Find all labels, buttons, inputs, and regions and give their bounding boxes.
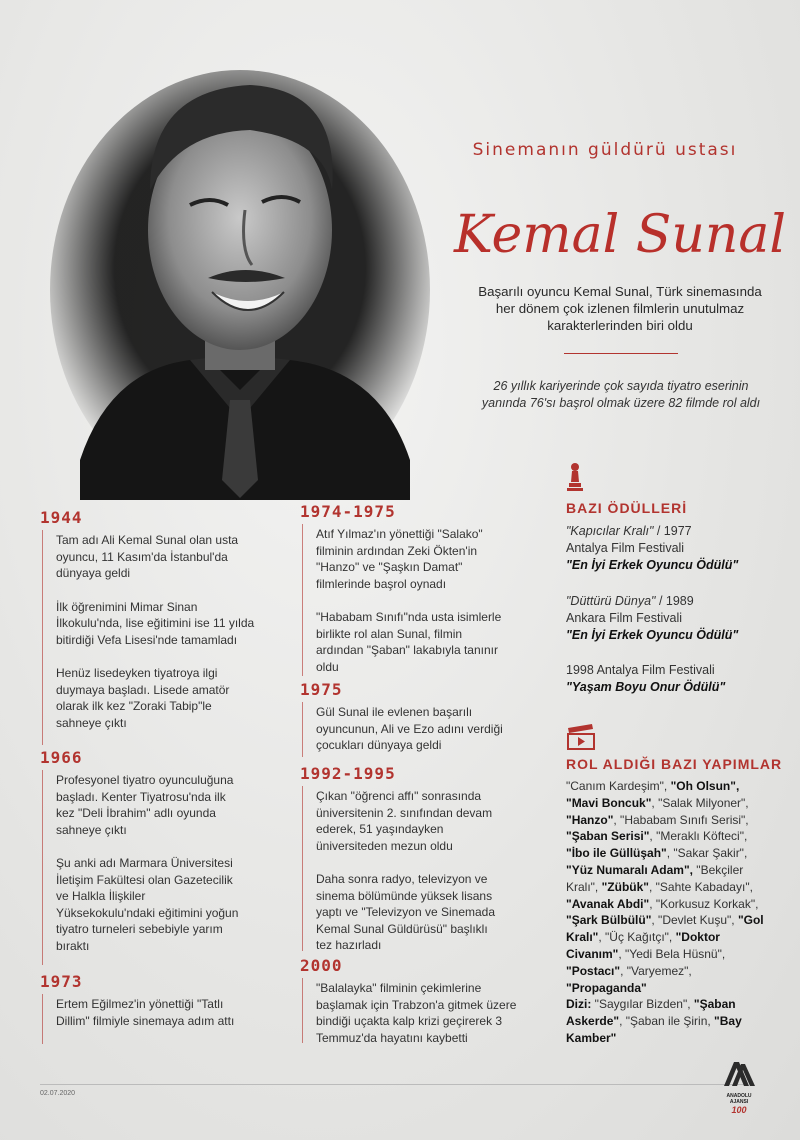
subtitle: Sinemanın güldürü ustası <box>472 140 738 160</box>
timeline-entry-1973 <box>56 996 236 1029</box>
timeline-year-1975: 1975 <box>300 680 343 699</box>
film-title: , "Meraklı Köfteci", <box>649 829 748 844</box>
footer-divider <box>40 1084 746 1085</box>
award-item <box>566 593 776 644</box>
award-film: "Düttürü Dünya" <box>566 594 656 608</box>
film-title-featured: "Şaban Askerde" <box>566 997 736 1028</box>
agency-logo <box>718 1058 760 1118</box>
award-festival: 1998 Antalya Film Festivali <box>566 663 715 677</box>
award-festival: Antalya Film Festivali <box>566 541 685 555</box>
award-film: "Kapıcılar Kralı" <box>566 524 654 538</box>
timeline-line <box>42 770 43 965</box>
timeline-year-2000: 2000 <box>300 956 343 975</box>
film-title-featured: "Şaban Serisi" <box>566 829 650 844</box>
aa-logo-icon <box>718 1058 760 1088</box>
award-prize: "Yaşam Boyu Onur Ödülü" <box>566 680 726 694</box>
film-title: "Saygılar Bizden", <box>591 997 694 1011</box>
publish-date: 02.07.2020 <box>40 1090 76 1097</box>
film-title-featured: "Oh Olsun", <box>670 779 740 793</box>
award-prize: "En İyi Erkek Oyuncu Ödülü" <box>566 628 739 642</box>
film-title: , "Yedi Bela Hüsnü", <box>618 946 726 961</box>
film-title: "Canım Kardeşim" <box>566 779 664 793</box>
film-title-featured: "Yüz Numaralı Adam", <box>566 862 693 877</box>
film-title-featured: "Şark Bülbülü" <box>566 913 652 928</box>
timeline-line <box>302 702 303 757</box>
timeline-entry-1992-1995 <box>316 788 506 954</box>
timeline-paragraph: "Balalayka" filminin çekimlerine başlamak için Trabzon'a gitmek üzere bindiği uçakta kalp krizi geçirerek 3 Temmuz'da hayatını kaybetti <box>316 981 517 1045</box>
timeline-entry-1975 <box>316 704 506 754</box>
timeline-paragraph: Şu anki adı Marmara Üniversitesi İletişim Fakültesi olan Gazetecilik ve Halkla İlişkiler Yüksekokulu'ndaki eğitimini yoğun tiyatro turneleri sebebiyle yarım bıraktı <box>56 856 239 953</box>
award-prize: "En İyi Erkek Oyuncu Ödülü" <box>566 558 739 572</box>
film-title: , "Hababam Sınıfı Serisi", <box>613 812 749 827</box>
film-title-featured: "Zübük" <box>601 879 649 894</box>
film-title: , "Devlet Kuşu", <box>651 913 738 928</box>
film-title: , "Salak Milyoner", <box>651 795 749 810</box>
award-year: / 1989 <box>655 594 694 608</box>
page-title: Kemal Sunal <box>454 205 786 265</box>
timeline-year-1966: 1966 <box>40 748 83 767</box>
trophy-icon <box>566 462 584 492</box>
series-list <box>566 996 766 1046</box>
award-item <box>566 662 776 696</box>
timeline-paragraph: Ertem Eğilmez'in yönettiği "Tatlı Dillim" filmiyle sinemaya adım attı <box>56 997 235 1028</box>
timeline-year-1944: 1944 <box>40 508 83 527</box>
film-title-featured: "Postacı" <box>566 963 621 978</box>
film-title-featured: "Propaganda" <box>566 980 647 995</box>
film-title: , "Üç Kağıtçı", <box>598 930 676 945</box>
timeline-entry-1944 <box>56 532 256 731</box>
timeline-line <box>302 786 303 951</box>
timeline-entry-1966 <box>56 772 246 954</box>
film-title: "Bekçiler Kralı", <box>566 862 744 894</box>
film-title: , "Sakar Şakir", <box>666 846 748 861</box>
agency-name: ANADOLU AJANSI <box>726 1093 752 1105</box>
timeline-paragraph: Tam adı Ali Kemal Sunal olan usta oyuncu, 11 Kasım'da İstanbul'da dünyaya geldi <box>56 533 239 580</box>
timeline-line <box>302 978 303 1043</box>
film-title-featured: "Gol Kralı" <box>566 913 764 945</box>
clapperboard-icon <box>566 724 596 750</box>
timeline-paragraph: Gül Sunal ile evlenen başarılı oyuncunun, Ali ve Ezo adını verdiği çocukları dünyaya geldi <box>316 705 503 752</box>
film-title-featured: "Avanak Abdi" <box>566 896 650 911</box>
film-title: , <box>663 779 671 793</box>
timeline-paragraph: Atıf Yılmaz'ın yönettiği "Salako" filminin ardından Zeki Ökten'in "Hanzo" ve "Şaşkın Damat" filmlerinde başrol oynadı <box>316 527 483 591</box>
timeline-paragraph: Çıkan "öğrenci affı" sonrasında üniversitenin 2. sınıfından devam ederek, 51 yaşındayken üniversiteden mezun oldu <box>316 789 493 853</box>
timeline-paragraph: Profesyonel tiyatro oyunculuğuna başladı. Kenter Tiyatrosu'nda ilk kez "Deli İbrahim" adlı oyunda sahneye çıktı <box>56 773 234 837</box>
film-title: , "Şaban ile Şirin, <box>619 1013 715 1028</box>
awards-title: BAZI ÖDÜLLERİ <box>566 500 688 516</box>
portrait-photo <box>40 40 440 500</box>
film-title-featured: "İbo ile Güllüşah" <box>566 846 667 861</box>
timeline-paragraph: Daha sonra radyo, televizyon ve sinema bölümünde yüksek lisans yaptı ve "Televizyon ve Sinemada Kemal Sunal Güldürüsü" başlıklı tez hazırladı <box>316 872 496 952</box>
film-title-featured: "Doktor Civanım" <box>566 930 720 961</box>
timeline-paragraph: "Hababam Sınıfı"nda usta isimlerle birlikte rol alan Sunal, filmin ardından "Şaban" lakabıyla tanınır oldu <box>316 610 502 674</box>
anniversary-badge: 100 <box>731 1105 747 1115</box>
timeline-line <box>42 994 43 1044</box>
timeline-year-1992-1995: 1992-1995 <box>300 764 396 783</box>
intro-divider <box>564 353 678 354</box>
timeline-line <box>302 524 303 676</box>
intro-text: Başarılı oyuncu Kemal Sunal, Türk sinemasında her dönem çok izlenen filmlerin unutulmaz karakterlerinden biri oldu <box>478 284 762 333</box>
film-title: , "Korkusuz Korkak", <box>649 896 759 911</box>
film-title: , "Varyemez", <box>620 963 692 978</box>
timeline-entry-1974-1975 <box>316 526 506 675</box>
series-label: Dizi: <box>566 997 592 1011</box>
films-title: ROL ALDIĞI BAZI YAPIMLAR <box>566 756 783 772</box>
film-title: , "Sahte Kabadayı", <box>648 879 753 894</box>
timeline-line <box>42 530 43 745</box>
film-title-featured: "Mavi Boncuk" <box>566 795 652 810</box>
award-festival: Ankara Film Festivali <box>566 611 682 625</box>
timeline-paragraph: İlk öğrenimini Mimar Sinan İlkokulu'nda, lise eğitimini ise 11 yılda bitirdiği Vefa Lisesi'nde tamamladı <box>56 599 255 647</box>
films-list <box>566 778 766 996</box>
award-year: / 1977 <box>653 524 692 538</box>
career-summary: 26 yıllık kariyerinde çok sayıda tiyatro eserinin yanında 76'sı başrol olmak üzere 82 filmde rol aldı <box>481 379 761 410</box>
timeline-paragraph: Henüz lisedeyken tiyatroya ilgi duymaya başladı. Lisede amatör olarak ilk kez "Zoraki Tabip"le sahneye çıktı <box>56 666 230 730</box>
timeline-year-1974-1975: 1974-1975 <box>300 502 396 521</box>
timeline-year-1973: 1973 <box>40 972 83 991</box>
award-item <box>566 523 776 574</box>
film-title-featured: "Hanzo" <box>566 812 614 827</box>
film-title-featured: "Bay Kamber" <box>566 1013 742 1045</box>
timeline-entry-2000 <box>316 980 521 1046</box>
